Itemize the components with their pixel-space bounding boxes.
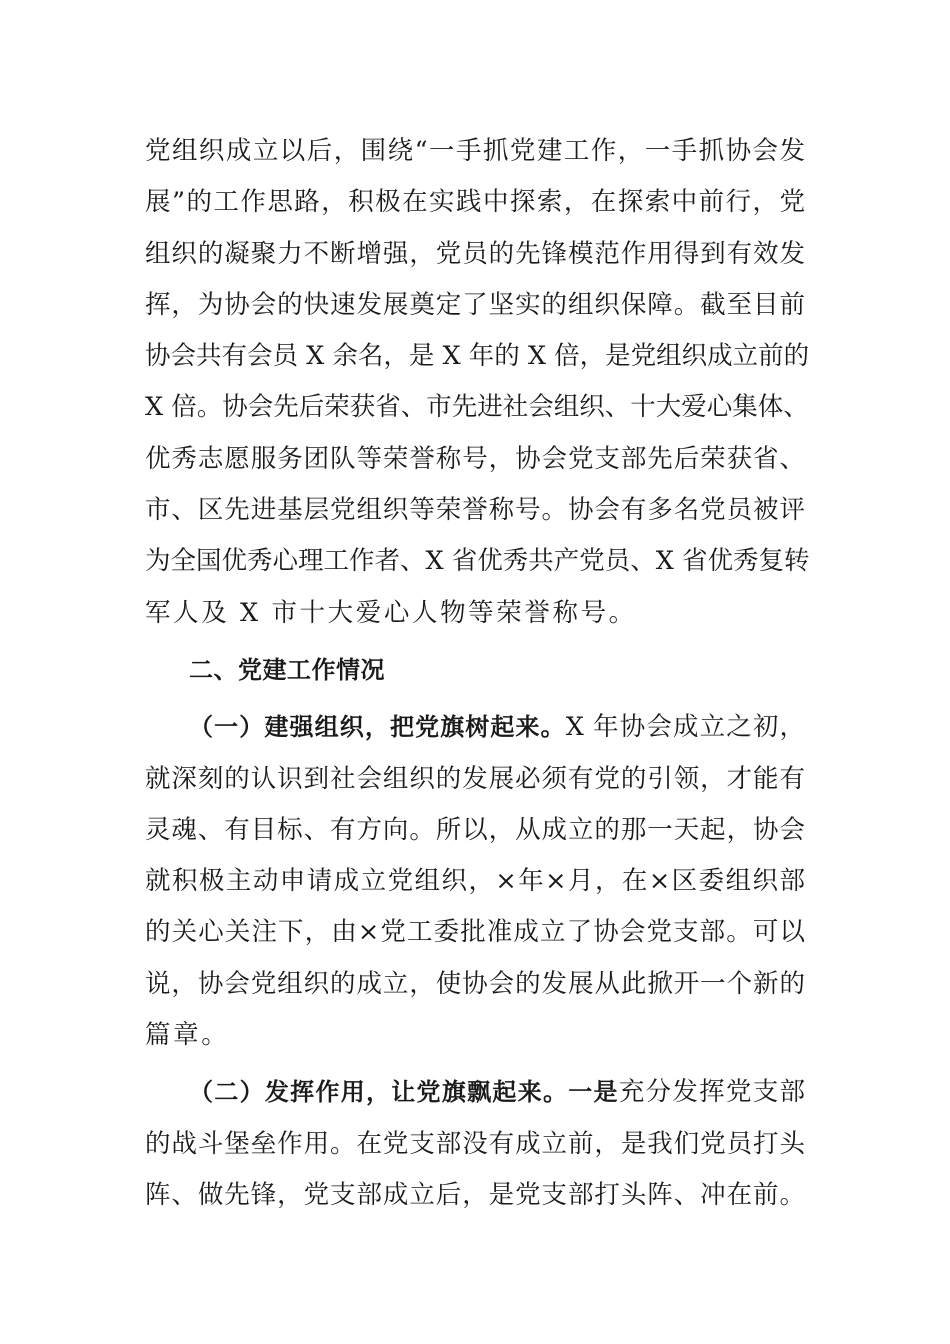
text-line: 就积极主动申请成立党组织，×年×月，在×区委组织部 xyxy=(145,866,805,897)
text-line: 展”的工作思路，积极在实践中探索，在探索中前行，党 xyxy=(145,187,805,218)
paragraph-organization xyxy=(145,702,805,1061)
text-line-first xyxy=(145,1067,805,1118)
bold-lead: （二）发挥作用，让党旗飘起来。 xyxy=(189,1078,569,1107)
text-line: 灵魂、有目标、有方向。所以，从成立的那一天起，协会 xyxy=(145,814,805,845)
text-line: 的关心关注下，由×党工委批准成立了协会党支部。可以 xyxy=(145,917,805,948)
text-line: 阵、做先锋，党支部成立后，是党支部打头阵、冲在前。 xyxy=(145,1179,805,1210)
text-line: 协会共有会员 X 余名，是 X 年的 X 倍，是党组织成立前的 xyxy=(145,341,810,372)
text-run: X 年协会成立之初， xyxy=(565,712,806,743)
text-line: 说，协会党组织的成立，使协会的发展从此掀开一个新的 xyxy=(145,968,805,999)
section-heading: 二、党建工作情况 xyxy=(189,655,385,684)
document-body xyxy=(145,126,810,1221)
text-line: 挥，为协会的快速发展奠定了坚实的组织保障。截至目前 xyxy=(145,289,805,320)
text-line: 为全国优秀心理工作者、X 省优秀共产党员、X 省优秀复转 xyxy=(145,546,810,577)
text-line: 优秀志愿服务团队等荣誉称号，协会党支部先后荣获省、 xyxy=(145,443,805,474)
text-line: 篇章。 xyxy=(145,1020,230,1051)
paragraph-role xyxy=(145,1067,805,1221)
text-run: 充分发挥党支部 xyxy=(618,1077,806,1108)
text-line: 党组织成立以后，围绕“一手抓党建工作，一手抓协会发 xyxy=(145,136,805,166)
paragraph-achievements xyxy=(145,126,810,639)
bold-lead: （一）建强组织，把党旗树起来。 xyxy=(189,713,566,742)
bold-lead-2: 一是 xyxy=(568,1078,619,1107)
text-line: X 倍。协会先后荣获省、市先进社会组织、十大爱心集体、 xyxy=(145,392,809,423)
text-line-first xyxy=(145,702,805,753)
text-line: 市、区先进基层党组织等荣誉称号。协会有多名党员被评 xyxy=(145,495,805,526)
text-line: 军人及 X 市十大爱心人物等荣誉称号。 xyxy=(145,597,637,628)
text-line: 就深刻的认识到社会组织的发展必须有党的引领，才能有 xyxy=(145,763,805,794)
text-line: 的战斗堡垒作用。在党支部没有成立前，是我们党员打头 xyxy=(145,1128,805,1159)
text-line: 组织的凝聚力不断增强，党员的先锋模范作用得到有效发 xyxy=(145,238,805,269)
